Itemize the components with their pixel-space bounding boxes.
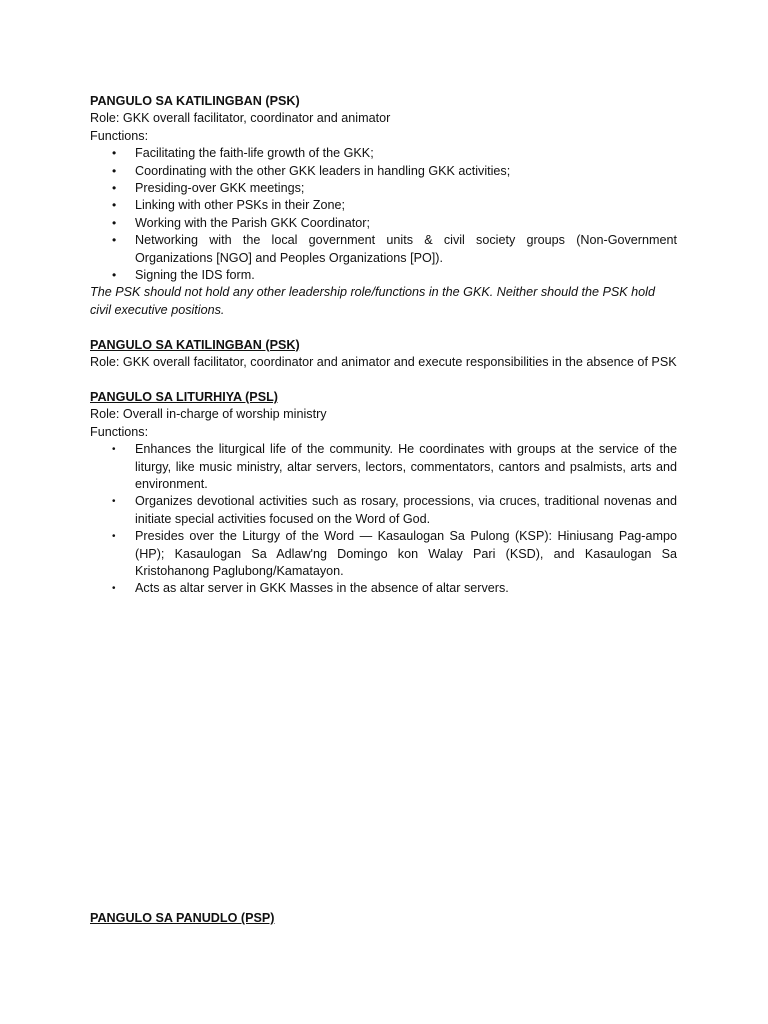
psk-functions-list <box>90 145 677 284</box>
list-item: • Presides over the Liturgy of the Word — Kasaulogan Sa Pulong (KSP): Hiniusang Pag-ampo (HP); Kasaulogan Sa Adlaw'ng Domingo kon Walay Pari (KSD), and Kasaulogan Sa Kristohanong Paglubong/Kamatayon. <box>112 529 677 578</box>
bullet-icon: • <box>112 531 116 543</box>
bullet-icon: • <box>112 583 116 595</box>
list-item: • Presiding-over GKK meetings; <box>90 180 677 197</box>
list-item: • Linking with other PSKs in their Zone; <box>90 197 677 214</box>
list-item: • Coordinating with the other GKK leaders in handling GKK activities; <box>90 163 677 180</box>
section-role: Role: Overall in-charge of worship ministry <box>90 407 327 422</box>
bullet-icon: • <box>112 198 117 213</box>
spacer <box>90 319 677 336</box>
psk-note: The PSK should not hold any other leadership role/functions in the GKK. Neither should the PSK hold civil executive positions. <box>90 285 655 317</box>
list-item: • Acts as altar server in GKK Masses in the absence of altar servers. <box>90 580 677 597</box>
bullet-icon: • <box>112 233 117 248</box>
psl-functions-list <box>90 441 677 598</box>
bullet-icon: • <box>112 496 116 508</box>
section-heading-psk-2: PANGULO SA KATILINGBAN (PSK) <box>90 337 300 352</box>
section-role: Role: GKK overall facilitator, coordinator and animator and execute responsibilities in the absence of PSK <box>90 355 677 370</box>
bullet-icon: • <box>112 163 117 178</box>
functions-label: Functions: <box>90 424 149 439</box>
spacer <box>90 371 677 388</box>
section-heading-psl: PANGULO SA LITURHIYA (PSL) <box>90 389 278 404</box>
document-body <box>90 93 677 598</box>
list-item: • Working with the Parish GKK Coordinator; <box>90 215 677 232</box>
bullet-icon: • <box>112 444 116 456</box>
section-heading-psp: PANGULO SA PANUDLO (PSP) <box>90 911 275 925</box>
bullet-icon: • <box>112 181 117 196</box>
functions-label: Functions: <box>90 128 149 143</box>
list-item: • Enhances the liturgical life of the community. He coordinates with groups at the service of the liturgy, like music ministry, altar servers, lectors, commentators, cantors and psalmists, arts and environment. <box>112 442 677 491</box>
bullet-icon: • <box>112 215 117 230</box>
bullet-icon: • <box>112 146 117 161</box>
list-item: • Organizes devotional activities such as rosary, processions, via cruces, traditional novenas and initiate special activities focused on the Word of God. <box>112 494 677 526</box>
section-heading-psk: PANGULO SA KATILINGBAN (PSK) <box>90 94 300 108</box>
bottom-section <box>90 910 677 927</box>
section-role: Role: GKK overall facilitator, coordinator and animator <box>90 111 391 126</box>
list-item: • Signing the IDS form. <box>90 267 677 284</box>
list-item: • Networking with the local government units & civil society groups (Non-Government Organizations [NGO] and Peoples Organizations [PO]). <box>112 233 677 265</box>
bullet-icon: • <box>112 268 117 283</box>
list-item: • Facilitating the faith-life growth of the GKK; <box>90 145 677 162</box>
